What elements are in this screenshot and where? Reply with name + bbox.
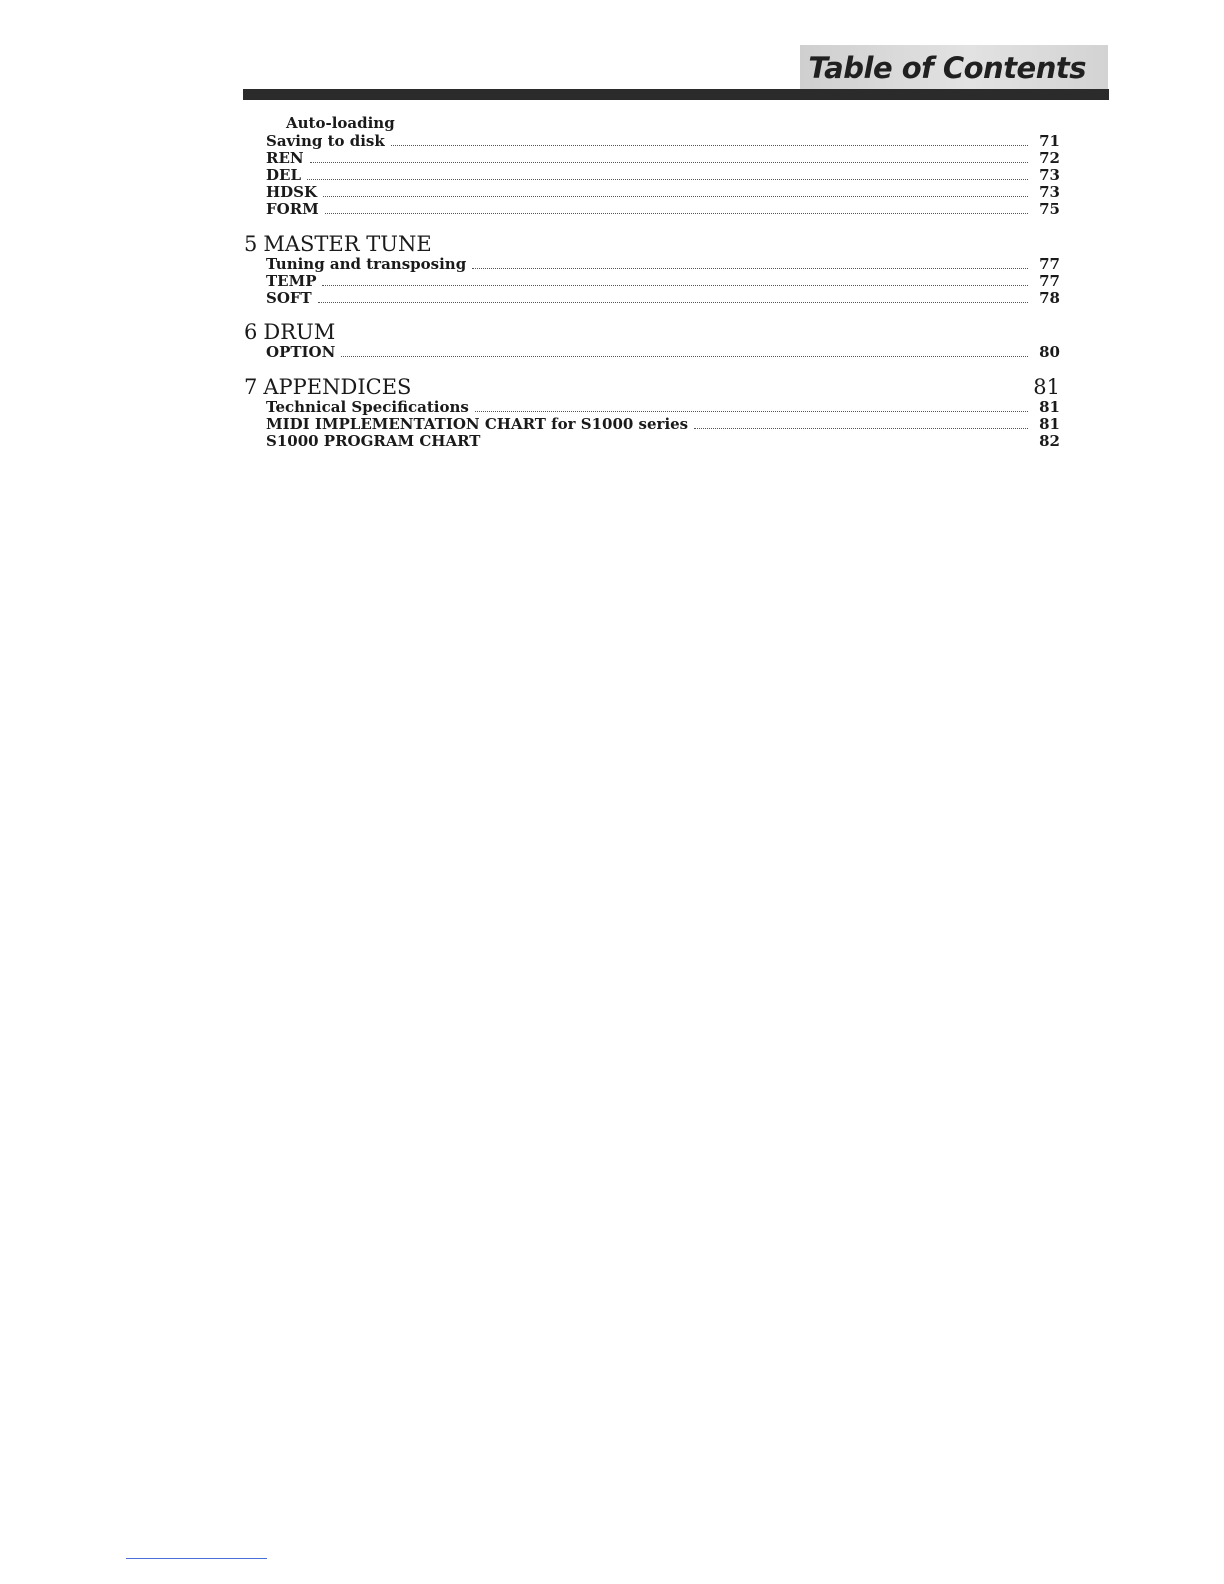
toc-entry-label: S1000 PROGRAM CHART — [266, 432, 481, 450]
toc-entry-saving-to-disk[interactable] — [266, 133, 1060, 150]
toc-page-number: 82 — [1039, 432, 1060, 450]
toc-entry-label: REN — [266, 149, 304, 167]
toc-entry-label: SOFT — [266, 289, 312, 307]
dot-leader — [391, 145, 1028, 146]
toc-entry-del[interactable] — [266, 167, 1060, 184]
toc-section-appendices[interactable] — [244, 375, 1060, 399]
section-page-number: 81 — [1033, 375, 1060, 399]
section-title: DRUM — [263, 320, 336, 344]
dot-leader — [486, 445, 1028, 446]
toc-entry-tuning-and-transposing[interactable] — [266, 256, 1060, 273]
dot-leader — [307, 179, 1028, 180]
toc-page-number: 71 — [1039, 132, 1060, 150]
toc-page-number: 77 — [1039, 255, 1060, 273]
section-title: APPENDICES — [263, 375, 412, 399]
toc-page-number: 81 — [1039, 398, 1060, 416]
toc-page-number: 81 — [1039, 415, 1060, 433]
footer-rule — [126, 1558, 267, 1559]
toc-entry-label: Technical Specifications — [266, 398, 469, 416]
dot-leader — [318, 302, 1028, 303]
toc-entry-label: DEL — [266, 166, 301, 184]
toc-page-number: 75 — [1039, 200, 1060, 218]
toc-page-number: 72 — [1039, 149, 1060, 167]
dot-leader — [322, 285, 1028, 286]
dot-leader — [310, 162, 1028, 163]
dot-leader — [694, 428, 1028, 429]
toc-page-number: 80 — [1039, 343, 1060, 361]
dot-leader — [325, 213, 1028, 214]
toc-entry-label: HDSK — [266, 183, 318, 201]
toc-page-number: 77 — [1039, 272, 1060, 290]
dot-leader — [472, 268, 1028, 269]
toc-entry-hdsk[interactable] — [266, 184, 1060, 201]
header-tab — [800, 45, 1108, 91]
toc-page-number: 78 — [1039, 289, 1060, 307]
page-title: Table of Contents — [808, 51, 1086, 85]
header-rule — [243, 89, 1109, 100]
toc-entry-ren[interactable] — [266, 150, 1060, 167]
toc-entry-form[interactable] — [266, 201, 1060, 218]
toc-entry-label: Tuning and transposing — [266, 255, 467, 273]
toc-entry-option[interactable] — [266, 344, 1060, 361]
section-number: 5 — [244, 232, 258, 256]
toc-page-number: 73 — [1039, 166, 1060, 184]
dot-leader — [341, 356, 1028, 357]
toc-entry-label: TEMP — [266, 272, 317, 290]
toc-entry-label: OPTION — [266, 343, 336, 361]
toc-section-drum[interactable] — [244, 320, 1060, 344]
section-number: 7 — [244, 375, 258, 399]
toc-entry-s1000-program-chart[interactable] — [266, 433, 1060, 450]
dot-leader — [323, 196, 1028, 197]
toc-entry-label: FORM — [266, 200, 319, 218]
toc-entry-soft[interactable] — [266, 290, 1060, 307]
toc-subheading-auto-loading: Auto-loading — [286, 114, 395, 132]
dot-leader — [475, 411, 1028, 412]
section-number: 6 — [244, 320, 258, 344]
toc-entry-technical-specifications[interactable] — [266, 399, 1060, 416]
toc-entry-label: Saving to disk — [266, 132, 385, 150]
toc-page-number: 73 — [1039, 183, 1060, 201]
toc-section-master-tune[interactable] — [244, 232, 1060, 256]
section-title: MASTER TUNE — [263, 232, 432, 256]
toc-entry-label: MIDI IMPLEMENTATION CHART for S1000 series — [266, 415, 689, 433]
toc-entry-midi-implementation-chart[interactable] — [266, 416, 1060, 433]
toc-entry-temp[interactable] — [266, 273, 1060, 290]
